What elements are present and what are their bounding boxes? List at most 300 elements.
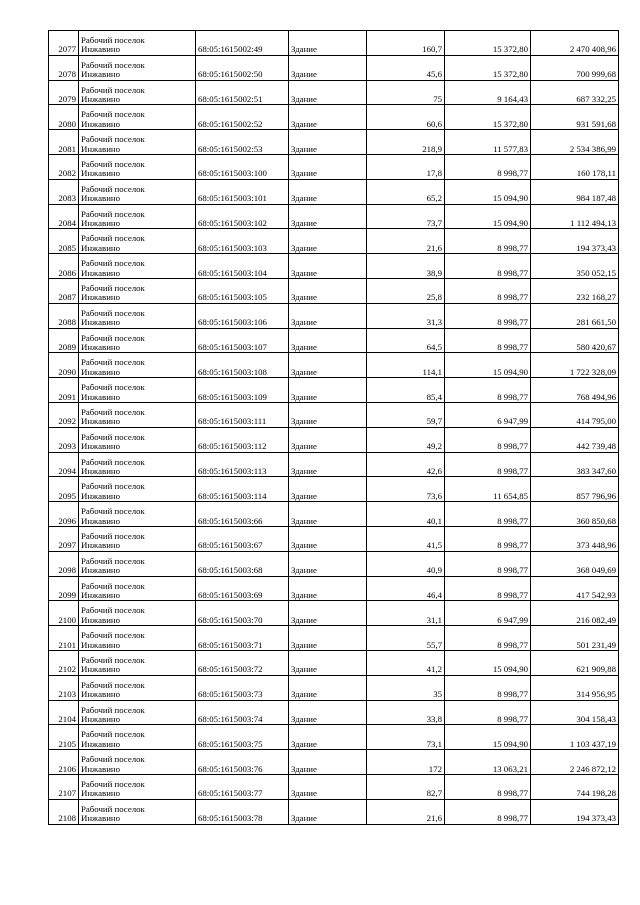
locality-type-label: Рабочий поселок bbox=[81, 431, 145, 442]
object-type-cell: Здание bbox=[289, 105, 367, 130]
table-row bbox=[49, 278, 619, 303]
row-number-cell: 2102 bbox=[49, 650, 79, 675]
row-number-cell: 2081 bbox=[49, 130, 79, 155]
unit-value-cell: 8 998,77 bbox=[445, 576, 531, 601]
cadastral-number-cell: 68:05:1615002:51 bbox=[196, 80, 289, 105]
cadastral-number-cell: 68:05:1615003:66 bbox=[196, 502, 289, 527]
cadastral-number-cell: 68:05:1615003:107 bbox=[196, 328, 289, 353]
locality-type-label: Рабочий поселок bbox=[81, 605, 145, 616]
cadastral-number-cell: 68:05:1615003:113 bbox=[196, 452, 289, 477]
cadastral-value-cell: 160 178,11 bbox=[531, 154, 619, 179]
locality-name-label: Инжавино bbox=[81, 168, 121, 179]
cadastral-number-cell: 68:05:1615003:102 bbox=[196, 204, 289, 229]
locality-name-label: Инжавино bbox=[81, 267, 121, 278]
locality-type-label: Рабочий поселок bbox=[81, 282, 145, 293]
cadastral-value-cell: 373 448,96 bbox=[531, 526, 619, 551]
area-cell: 55,7 bbox=[367, 626, 445, 651]
locality-cell bbox=[79, 353, 196, 378]
locality-cell bbox=[79, 650, 196, 675]
row-number-cell: 2092 bbox=[49, 402, 79, 427]
unit-value-cell: 8 998,77 bbox=[445, 328, 531, 353]
locality-cell bbox=[79, 799, 196, 824]
locality-type-label: Рабочий поселок bbox=[81, 481, 145, 492]
locality-type-label: Рабочий поселок bbox=[81, 456, 145, 467]
row-number-cell: 2078 bbox=[49, 55, 79, 80]
unit-value-cell: 13 063,21 bbox=[445, 750, 531, 775]
area-cell: 17,8 bbox=[367, 154, 445, 179]
locality-name-label: Инжавино bbox=[81, 416, 121, 427]
cadastral-value-cell: 1 722 328,09 bbox=[531, 353, 619, 378]
cadastral-number-cell: 68:05:1615003:73 bbox=[196, 675, 289, 700]
locality-type-label: Рабочий поселок bbox=[81, 357, 145, 368]
table-row bbox=[49, 353, 619, 378]
locality-cell bbox=[79, 229, 196, 254]
row-number-cell: 2096 bbox=[49, 502, 79, 527]
object-type-cell: Здание bbox=[289, 55, 367, 80]
area-cell: 38,9 bbox=[367, 254, 445, 279]
area-cell: 40,1 bbox=[367, 502, 445, 527]
locality-name-label: Инжавино bbox=[81, 490, 121, 501]
object-type-cell: Здание bbox=[289, 402, 367, 427]
locality-type-label: Рабочий поселок bbox=[81, 729, 145, 740]
unit-value-cell: 15 094,90 bbox=[445, 204, 531, 229]
cadastral-value-cell: 232 168,27 bbox=[531, 278, 619, 303]
locality-type-label: Рабочий поселок bbox=[81, 382, 145, 393]
area-cell: 172 bbox=[367, 750, 445, 775]
row-number-cell: 2101 bbox=[49, 626, 79, 651]
cadastral-value-cell: 414 795,00 bbox=[531, 402, 619, 427]
cadastral-number-cell: 68:05:1615002:50 bbox=[196, 55, 289, 80]
area-cell: 82,7 bbox=[367, 774, 445, 799]
table-row bbox=[49, 675, 619, 700]
locality-name-label: Инжавино bbox=[81, 69, 121, 80]
object-type-cell: Здание bbox=[289, 750, 367, 775]
locality-type-label: Рабочий поселок bbox=[81, 233, 145, 244]
table-row bbox=[49, 55, 619, 80]
locality-name-label: Инжавино bbox=[81, 713, 121, 724]
locality-name-label: Инжавино bbox=[81, 763, 121, 774]
area-cell: 60,6 bbox=[367, 105, 445, 130]
cadastral-number-cell: 68:05:1615003:69 bbox=[196, 576, 289, 601]
area-cell: 64,5 bbox=[367, 328, 445, 353]
locality-type-label: Рабочий поселок bbox=[81, 555, 145, 566]
locality-type-label: Рабочий поселок bbox=[81, 183, 145, 194]
table-row bbox=[49, 502, 619, 527]
area-cell: 33,8 bbox=[367, 700, 445, 725]
unit-value-cell: 8 998,77 bbox=[445, 799, 531, 824]
locality-cell bbox=[79, 80, 196, 105]
locality-cell bbox=[79, 427, 196, 452]
cadastral-number-cell: 68:05:1615003:74 bbox=[196, 700, 289, 725]
locality-name-label: Инжавино bbox=[81, 614, 121, 625]
locality-type-label: Рабочий поселок bbox=[81, 109, 145, 120]
table-row bbox=[49, 526, 619, 551]
locality-type-label: Рабочий поселок bbox=[81, 406, 145, 417]
object-type-cell: Здание bbox=[289, 229, 367, 254]
cadastral-value-cell: 314 956,95 bbox=[531, 675, 619, 700]
object-type-cell: Здание bbox=[289, 650, 367, 675]
cadastral-number-cell: 68:05:1615003:103 bbox=[196, 229, 289, 254]
table-row bbox=[49, 725, 619, 750]
locality-name-label: Инжавино bbox=[81, 93, 121, 104]
cadastral-number-cell: 68:05:1615003:71 bbox=[196, 626, 289, 651]
locality-type-label: Рабочий поселок bbox=[81, 307, 145, 318]
cadastral-value-cell: 1 103 437,19 bbox=[531, 725, 619, 750]
cadastral-number-cell: 68:05:1615003:72 bbox=[196, 650, 289, 675]
locality-name-label: Инжавино bbox=[81, 366, 121, 377]
locality-cell bbox=[79, 626, 196, 651]
row-number-cell: 2098 bbox=[49, 551, 79, 576]
unit-value-cell: 9 164,43 bbox=[445, 80, 531, 105]
unit-value-cell: 8 998,77 bbox=[445, 526, 531, 551]
cadastral-number-cell: 68:05:1615003:108 bbox=[196, 353, 289, 378]
unit-value-cell: 8 998,77 bbox=[445, 774, 531, 799]
cadastral-value-cell: 350 052,15 bbox=[531, 254, 619, 279]
row-number-cell: 2106 bbox=[49, 750, 79, 775]
locality-cell bbox=[79, 130, 196, 155]
table-row bbox=[49, 452, 619, 477]
cadastral-number-cell: 68:05:1615003:106 bbox=[196, 303, 289, 328]
table-row bbox=[49, 750, 619, 775]
locality-cell bbox=[79, 303, 196, 328]
cadastral-value-cell: 501 231,49 bbox=[531, 626, 619, 651]
row-number-cell: 2108 bbox=[49, 799, 79, 824]
cadastral-value-cell: 2 246 872,12 bbox=[531, 750, 619, 775]
row-number-cell: 2100 bbox=[49, 601, 79, 626]
object-type-cell: Здание bbox=[289, 179, 367, 204]
area-cell: 21,6 bbox=[367, 229, 445, 254]
object-type-cell: Здание bbox=[289, 31, 367, 56]
table-body bbox=[49, 31, 619, 825]
table-row bbox=[49, 204, 619, 229]
object-type-cell: Здание bbox=[289, 353, 367, 378]
area-cell: 59,7 bbox=[367, 402, 445, 427]
unit-value-cell: 15 372,80 bbox=[445, 31, 531, 56]
area-cell: 46,4 bbox=[367, 576, 445, 601]
table-row bbox=[49, 601, 619, 626]
locality-name-label: Инжавино bbox=[81, 565, 121, 576]
unit-value-cell: 8 998,77 bbox=[445, 427, 531, 452]
locality-type-label: Рабочий поселок bbox=[81, 59, 145, 70]
locality-cell bbox=[79, 402, 196, 427]
locality-name-label: Инжавино bbox=[81, 738, 121, 749]
object-type-cell: Здание bbox=[289, 774, 367, 799]
row-number-cell: 2094 bbox=[49, 452, 79, 477]
locality-type-label: Рабочий поселок bbox=[81, 208, 145, 219]
cadastral-value-cell: 744 198,28 bbox=[531, 774, 619, 799]
unit-value-cell: 8 998,77 bbox=[445, 303, 531, 328]
row-number-cell: 2107 bbox=[49, 774, 79, 799]
locality-name-label: Инжавино bbox=[81, 242, 121, 253]
locality-cell bbox=[79, 750, 196, 775]
locality-cell bbox=[79, 31, 196, 56]
cadastral-value-cell: 687 332,25 bbox=[531, 80, 619, 105]
area-cell: 31,1 bbox=[367, 601, 445, 626]
locality-name-label: Инжавино bbox=[81, 465, 121, 476]
cadastral-number-cell: 68:05:1615003:68 bbox=[196, 551, 289, 576]
row-number-cell: 2077 bbox=[49, 31, 79, 56]
object-type-cell: Здание bbox=[289, 626, 367, 651]
cadastral-number-cell: 68:05:1615003:109 bbox=[196, 378, 289, 403]
unit-value-cell: 8 998,77 bbox=[445, 154, 531, 179]
locality-type-label: Рабочий поселок bbox=[81, 803, 145, 814]
unit-value-cell: 8 998,77 bbox=[445, 254, 531, 279]
locality-type-label: Рабочий поселок bbox=[81, 332, 145, 343]
table-row bbox=[49, 626, 619, 651]
locality-type-label: Рабочий поселок bbox=[81, 580, 145, 591]
object-type-cell: Здание bbox=[289, 254, 367, 279]
table-row bbox=[49, 130, 619, 155]
cadastral-value-cell: 360 850,68 bbox=[531, 502, 619, 527]
locality-type-label: Рабочий поселок bbox=[81, 754, 145, 765]
unit-value-cell: 8 998,77 bbox=[445, 502, 531, 527]
locality-name-label: Инжавино bbox=[81, 391, 121, 402]
area-cell: 73,1 bbox=[367, 725, 445, 750]
unit-value-cell: 6 947,99 bbox=[445, 601, 531, 626]
unit-value-cell: 8 998,77 bbox=[445, 700, 531, 725]
cadastral-number-cell: 68:05:1615002:52 bbox=[196, 105, 289, 130]
locality-type-label: Рабочий поселок bbox=[81, 506, 145, 517]
table-row bbox=[49, 229, 619, 254]
locality-type-label: Рабочий поселок bbox=[81, 679, 145, 690]
locality-cell bbox=[79, 154, 196, 179]
unit-value-cell: 15 094,90 bbox=[445, 179, 531, 204]
locality-cell bbox=[79, 254, 196, 279]
locality-name-label: Инжавино bbox=[81, 341, 121, 352]
locality-name-label: Инжавино bbox=[81, 118, 121, 129]
cadastral-number-cell: 68:05:1615003:75 bbox=[196, 725, 289, 750]
cadastral-value-cell: 768 494,96 bbox=[531, 378, 619, 403]
cadastral-value-cell: 2 470 408,96 bbox=[531, 31, 619, 56]
unit-value-cell: 11 654,85 bbox=[445, 477, 531, 502]
cadastral-number-cell: 68:05:1615003:112 bbox=[196, 427, 289, 452]
cadastral-value-cell: 2 534 386,99 bbox=[531, 130, 619, 155]
cadastral-number-cell: 68:05:1615003:101 bbox=[196, 179, 289, 204]
object-type-cell: Здание bbox=[289, 601, 367, 626]
area-cell: 21,6 bbox=[367, 799, 445, 824]
area-cell: 73,6 bbox=[367, 477, 445, 502]
area-cell: 85,4 bbox=[367, 378, 445, 403]
cadastral-value-cell: 304 158,43 bbox=[531, 700, 619, 725]
locality-name-label: Инжавино bbox=[81, 689, 121, 700]
table-row bbox=[49, 799, 619, 824]
cadastral-value-cell: 216 082,49 bbox=[531, 601, 619, 626]
cadastral-value-cell: 621 909,88 bbox=[531, 650, 619, 675]
locality-name-label: Инжавино bbox=[81, 515, 121, 526]
locality-cell bbox=[79, 452, 196, 477]
locality-name-label: Инжавино bbox=[81, 44, 121, 55]
cadastral-value-cell: 857 796,96 bbox=[531, 477, 619, 502]
row-number-cell: 2083 bbox=[49, 179, 79, 204]
locality-name-label: Инжавино bbox=[81, 788, 121, 799]
row-number-cell: 2082 bbox=[49, 154, 79, 179]
cadastral-value-table bbox=[48, 30, 619, 825]
table-row bbox=[49, 254, 619, 279]
row-number-cell: 2089 bbox=[49, 328, 79, 353]
locality-cell bbox=[79, 725, 196, 750]
locality-type-label: Рабочий поселок bbox=[81, 704, 145, 715]
unit-value-cell: 8 998,77 bbox=[445, 378, 531, 403]
area-cell: 65,2 bbox=[367, 179, 445, 204]
object-type-cell: Здание bbox=[289, 477, 367, 502]
locality-name-label: Инжавино bbox=[81, 639, 121, 650]
row-number-cell: 2099 bbox=[49, 576, 79, 601]
unit-value-cell: 8 998,77 bbox=[445, 551, 531, 576]
unit-value-cell: 8 998,77 bbox=[445, 626, 531, 651]
locality-cell bbox=[79, 576, 196, 601]
cadastral-number-cell: 68:05:1615003:105 bbox=[196, 278, 289, 303]
row-number-cell: 2086 bbox=[49, 254, 79, 279]
row-number-cell: 2084 bbox=[49, 204, 79, 229]
locality-name-label: Инжавино bbox=[81, 143, 121, 154]
row-number-cell: 2079 bbox=[49, 80, 79, 105]
cadastral-number-cell: 68:05:1615003:76 bbox=[196, 750, 289, 775]
area-cell: 218,9 bbox=[367, 130, 445, 155]
table-row bbox=[49, 31, 619, 56]
cadastral-number-cell: 68:05:1615003:70 bbox=[196, 601, 289, 626]
object-type-cell: Здание bbox=[289, 328, 367, 353]
unit-value-cell: 15 094,90 bbox=[445, 650, 531, 675]
locality-name-label: Инжавино bbox=[81, 441, 121, 452]
cadastral-number-cell: 68:05:1615003:67 bbox=[196, 526, 289, 551]
row-number-cell: 2103 bbox=[49, 675, 79, 700]
locality-cell bbox=[79, 204, 196, 229]
object-type-cell: Здание bbox=[289, 452, 367, 477]
object-type-cell: Здание bbox=[289, 675, 367, 700]
object-type-cell: Здание bbox=[289, 551, 367, 576]
area-cell: 35 bbox=[367, 675, 445, 700]
locality-type-label: Рабочий поселок bbox=[81, 258, 145, 269]
area-cell: 45,6 bbox=[367, 55, 445, 80]
area-cell: 160,7 bbox=[367, 31, 445, 56]
table-row bbox=[49, 328, 619, 353]
area-cell: 75 bbox=[367, 80, 445, 105]
table-row bbox=[49, 303, 619, 328]
table-row bbox=[49, 576, 619, 601]
object-type-cell: Здание bbox=[289, 427, 367, 452]
locality-cell bbox=[79, 278, 196, 303]
locality-type-label: Рабочий поселок bbox=[81, 134, 145, 145]
cadastral-value-cell: 281 661,50 bbox=[531, 303, 619, 328]
object-type-cell: Здание bbox=[289, 80, 367, 105]
cadastral-value-cell: 580 420,67 bbox=[531, 328, 619, 353]
area-cell: 114,1 bbox=[367, 353, 445, 378]
row-number-cell: 2090 bbox=[49, 353, 79, 378]
row-number-cell: 2088 bbox=[49, 303, 79, 328]
locality-cell bbox=[79, 774, 196, 799]
cadastral-value-cell: 194 373,43 bbox=[531, 799, 619, 824]
cadastral-value-cell: 368 049,69 bbox=[531, 551, 619, 576]
unit-value-cell: 8 998,77 bbox=[445, 229, 531, 254]
area-cell: 40,9 bbox=[367, 551, 445, 576]
object-type-cell: Здание bbox=[289, 378, 367, 403]
unit-value-cell: 6 947,99 bbox=[445, 402, 531, 427]
row-number-cell: 2085 bbox=[49, 229, 79, 254]
locality-cell bbox=[79, 378, 196, 403]
locality-type-label: Рабочий поселок bbox=[81, 630, 145, 641]
unit-value-cell: 11 577,83 bbox=[445, 130, 531, 155]
cadastral-number-cell: 68:05:1615003:100 bbox=[196, 154, 289, 179]
row-number-cell: 2095 bbox=[49, 477, 79, 502]
table-row bbox=[49, 774, 619, 799]
table-row bbox=[49, 105, 619, 130]
table-row bbox=[49, 80, 619, 105]
locality-cell bbox=[79, 55, 196, 80]
area-cell: 42,6 bbox=[367, 452, 445, 477]
table-row bbox=[49, 551, 619, 576]
area-cell: 41,2 bbox=[367, 650, 445, 675]
locality-type-label: Рабочий поселок bbox=[81, 654, 145, 665]
locality-cell bbox=[79, 675, 196, 700]
row-number-cell: 2105 bbox=[49, 725, 79, 750]
locality-cell bbox=[79, 477, 196, 502]
locality-type-label: Рабочий поселок bbox=[81, 158, 145, 169]
locality-type-label: Рабочий поселок bbox=[81, 530, 145, 541]
table-row bbox=[49, 650, 619, 675]
cadastral-value-cell: 700 999,68 bbox=[531, 55, 619, 80]
row-number-cell: 2104 bbox=[49, 700, 79, 725]
cadastral-number-cell: 68:05:1615002:49 bbox=[196, 31, 289, 56]
row-number-cell: 2093 bbox=[49, 427, 79, 452]
area-cell: 31,3 bbox=[367, 303, 445, 328]
object-type-cell: Здание bbox=[289, 799, 367, 824]
table-row bbox=[49, 378, 619, 403]
locality-type-label: Рабочий поселок bbox=[81, 84, 145, 95]
object-type-cell: Здание bbox=[289, 154, 367, 179]
cadastral-number-cell: 68:05:1615003:77 bbox=[196, 774, 289, 799]
unit-value-cell: 15 372,80 bbox=[445, 55, 531, 80]
table-row bbox=[49, 427, 619, 452]
locality-name-label: Инжавино bbox=[81, 317, 121, 328]
cadastral-number-cell: 68:05:1615003:78 bbox=[196, 799, 289, 824]
row-number-cell: 2080 bbox=[49, 105, 79, 130]
locality-cell bbox=[79, 105, 196, 130]
object-type-cell: Здание bbox=[289, 576, 367, 601]
object-type-cell: Здание bbox=[289, 278, 367, 303]
object-type-cell: Здание bbox=[289, 700, 367, 725]
locality-name-label: Инжавино bbox=[81, 540, 121, 551]
locality-cell bbox=[79, 551, 196, 576]
cadastral-value-cell: 984 187,48 bbox=[531, 179, 619, 204]
table-row bbox=[49, 477, 619, 502]
object-type-cell: Здание bbox=[289, 303, 367, 328]
cadastral-value-cell: 931 591,68 bbox=[531, 105, 619, 130]
unit-value-cell: 15 094,90 bbox=[445, 725, 531, 750]
unit-value-cell: 15 094,90 bbox=[445, 353, 531, 378]
object-type-cell: Здание bbox=[289, 526, 367, 551]
area-cell: 41,5 bbox=[367, 526, 445, 551]
cadastral-number-cell: 68:05:1615002:53 bbox=[196, 130, 289, 155]
locality-name-label: Инжавино bbox=[81, 813, 121, 824]
locality-cell bbox=[79, 526, 196, 551]
cadastral-value-cell: 383 347,60 bbox=[531, 452, 619, 477]
locality-cell bbox=[79, 601, 196, 626]
cadastral-number-cell: 68:05:1615003:114 bbox=[196, 477, 289, 502]
cadastral-number-cell: 68:05:1615003:111 bbox=[196, 402, 289, 427]
cadastral-value-cell: 194 373,43 bbox=[531, 229, 619, 254]
locality-type-label: Рабочий поселок bbox=[81, 34, 145, 45]
locality-cell bbox=[79, 700, 196, 725]
locality-type-label: Рабочий поселок bbox=[81, 778, 145, 789]
locality-cell bbox=[79, 179, 196, 204]
cadastral-value-cell: 1 112 494,13 bbox=[531, 204, 619, 229]
locality-cell bbox=[79, 502, 196, 527]
row-number-cell: 2097 bbox=[49, 526, 79, 551]
locality-cell bbox=[79, 328, 196, 353]
locality-name-label: Инжавино bbox=[81, 589, 121, 600]
object-type-cell: Здание bbox=[289, 502, 367, 527]
locality-name-label: Инжавино bbox=[81, 193, 121, 204]
